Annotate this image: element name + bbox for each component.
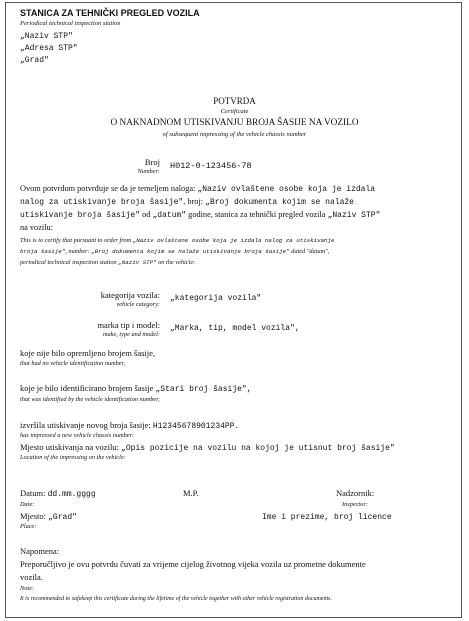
intro-en-vehicle-text: on the vehicle: [158, 259, 196, 266]
make-label-en: make, type and model: [102, 331, 160, 338]
station-name: „Naziv STP" [20, 32, 73, 41]
make-label: marka tip i model: [97, 320, 160, 330]
intro-en-number-text: , number: [65, 248, 90, 255]
new-vin-label: izvršila utiskivanje novog broja šasije: [20, 420, 151, 430]
no-vin-label: koje nije bilo opremljeno brojem šasije, [20, 348, 156, 358]
intro-en-text: This is to certify that pursuant to order from [20, 237, 132, 244]
intro-text: Ovom potvrdom potvrđuje se da je temeljem naloga: [20, 184, 196, 193]
place-line [20, 511, 77, 522]
station-address: „Adresa STP" [20, 44, 78, 53]
old-vin-value: „Stari broj šasije", [155, 385, 252, 394]
old-vin-label-en: that was identified by the vehicle identification number, [20, 396, 160, 403]
location-label-en: Location of the impressing on the vehicle: [20, 454, 126, 461]
intro-en-station-text: periodical technical inspection station [20, 259, 117, 266]
intro-en-issuer: „Naziv ovlaštene osobe koja je izdala nalog za utiskivanje [132, 237, 335, 244]
doc-title-potvrda: POTVRDA [213, 96, 256, 106]
note-text-en: It is recommended to safekeep this certificate during the lifetime of the vehicle together with other vehicle registration documents. [20, 596, 332, 602]
note-text-line-1: Preporučljivo je ovu potvrdu čuvati za vrijeme cijelog životnog vijeka vozila uz prometne dokumente [20, 559, 366, 569]
order-date-value: „datum" [152, 211, 187, 220]
order-issuer-value-cont: nalog za utiskivanje broja šasije" [20, 198, 184, 207]
intro-station-text: godine, stanica za tehnički pregled vozila [188, 210, 326, 219]
order-document-value-cont: utiskivanje broja šasije" [20, 211, 141, 220]
certificate-page [5, 2, 462, 618]
date-line [20, 488, 96, 499]
date-label-en: Date: [20, 501, 35, 508]
category-value: „kategorija vozila" [170, 294, 262, 303]
note-label: Napomena: [20, 546, 60, 556]
intro-line-2 [20, 196, 354, 208]
note-text-line-2: vozila. [20, 572, 43, 582]
intro-en-line-3 [20, 259, 195, 266]
location-line [20, 442, 395, 453]
supervisor-label-en: Inspector: [342, 501, 368, 508]
old-vin-label: koje je bilo identificirano brojem šasije [20, 383, 154, 393]
new-vin-line [20, 420, 239, 431]
certificate-number: H012-0-123456-78 [170, 161, 252, 171]
intro-en-line-1 [20, 237, 334, 244]
doc-title-certificate: Certificate [220, 108, 249, 115]
station-name-value: „Naziv STP" [327, 211, 381, 220]
station-subtitle: Periodical technical inspection station [20, 20, 121, 27]
intro-number-text: , broj: [183, 197, 204, 206]
intro-line-1 [20, 183, 375, 195]
date-value: dd.mm.gggg [47, 490, 96, 499]
intro-en-document: „Broj dokumenta kojim se nalaže utiskivanje broja šasije" [91, 248, 290, 255]
intro-line-4: na vozilu: [20, 223, 53, 232]
location-value: „Opis pozicije na vozilu na kojoj je utisnut broj šasije" [121, 444, 395, 453]
number-label: Broj [144, 157, 160, 167]
location-label: Mjesto utiskivanja na vozilu: [20, 442, 119, 452]
intro-date-text: od [142, 210, 151, 219]
number-label-en: Number: [137, 168, 160, 175]
intro-line-3 [20, 209, 380, 221]
place-label: Mjesto: [20, 511, 46, 521]
station-title: STANICA ZA TEHNIČKI PREGLED VOZILA [20, 8, 200, 18]
doc-title-main: O NAKNADNOM UTISKIVANJU BROJA ŠASIJE NA VOZILO [110, 118, 359, 128]
new-vin-label-en: has impressed a new vehicle chassis number: [20, 432, 135, 439]
supervisor-value: Ime i prezime, broj licence [262, 513, 392, 522]
intro-en-issuer-cont: broja šasije" [20, 248, 66, 255]
order-issuer-value: „Naziv ovlaštene osobe koja je izdala [197, 185, 376, 194]
category-label-en: vehicle category: [116, 301, 160, 308]
intro-en-line-2 [20, 248, 329, 255]
no-vin-label-en: that had no vehicle identification number, [20, 360, 125, 367]
make-value: „Marka, tip, model vozila", [170, 324, 300, 333]
place-label-en: Place: [20, 523, 37, 530]
note-label-en: Note: [20, 585, 34, 592]
new-vin-value: H12345678901234PP. [152, 422, 240, 431]
doc-title-sub: of subsequent impressing of the vehicle chassis number [162, 131, 307, 138]
intro-en-station: „Naziv STP" [118, 259, 157, 266]
category-label: kategorija vozila: [100, 290, 160, 300]
supervisor-label: Nadzornik: [336, 488, 375, 498]
stamp-placeholder: M.P. [183, 488, 199, 498]
station-city: „Grad" [20, 56, 49, 65]
intro-en-dated: dated "datum", [291, 248, 330, 255]
old-vin-line [20, 383, 252, 394]
date-label: Datum: [20, 488, 46, 498]
place-value: „Grad" [48, 513, 77, 522]
order-document-value: „Broj dokumenta kojim se nalaže [205, 198, 354, 207]
